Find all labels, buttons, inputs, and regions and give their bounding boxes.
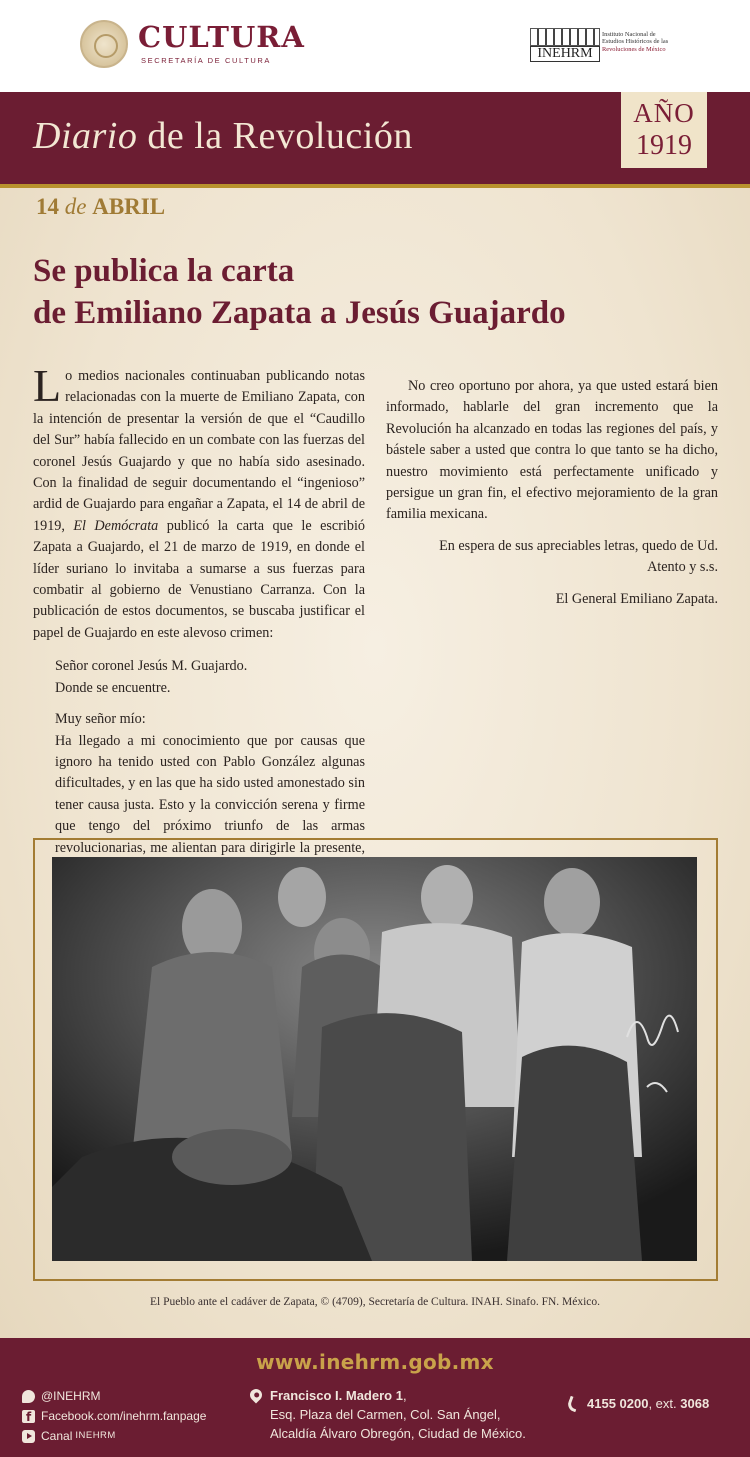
salutation-line-2: Donde se encuentre.	[55, 679, 171, 696]
drop-cap: L	[33, 360, 62, 411]
top-logo-bar	[0, 0, 750, 92]
address-line-2: Esq. Plaza del Carmen, Col. San Ángel,	[270, 1407, 501, 1422]
publication-title-italic: Diario	[33, 115, 138, 157]
phone-ext: 3068	[680, 1396, 710, 1411]
headline-line-1: Se publica la carta	[33, 253, 295, 289]
letter-greeting: Muy señor mío:	[55, 711, 146, 728]
letter-greeting-block	[33, 709, 365, 730]
address-line-1	[270, 1386, 526, 1405]
letter-signature: El General Emiliano Zapata.	[555, 590, 718, 607]
social-links	[22, 1386, 206, 1446]
letter-paragraph-2-text: No creo oportuno por ahora, ya que usted estará bien informado, hablarle del gran incremento que la Revolución ha alcanzado en todas las regiones del país, y bástele saber a usted que contra lo que tanto se ha dicho, nuestro movimiento está perfectamente unificado y persigue un gran fin, el efectivo mejoramiento de la gran familia mexicana.	[386, 378, 718, 523]
facebook-icon	[22, 1410, 35, 1423]
youtube-channel-name: INEHRM	[75, 1430, 116, 1441]
postal-address	[270, 1386, 526, 1443]
address-line-3: Alcaldía Álvaro Obregón, Ciudad de México.	[270, 1426, 526, 1441]
letter-paragraph-1-text: Ha llegado a mi conocimiento que por causas que ignoro ha tenido usted con Pablo González algunas dificultades, y en las que ha sido usted amonestado sin tener causa justa. Esto y la convicción serena y firme que tengo del próximo triunfo de las armas revolucionarias, me alientan para dirigirle la presente,	[55, 732, 365, 856]
address-comma: ,	[402, 1388, 407, 1403]
article-headline	[33, 250, 723, 334]
intro-text: o medios nacionales continuaban publicando notas relacionadas con la muerte de Emiliano Zapata, con la intención de presentar la versión de que el “Caudillo del Sur” había fallecido en un combate con las fuerzas del coronel Jesús Guajardo y que no había sido asesinado. Con la finalidad de seguir documentando el “ingenioso” ardid de Guajardo para engañar a Zapata, el 14 de abril de 1919,	[33, 368, 365, 534]
twitter-handle: @INEHRM	[41, 1389, 101, 1403]
year-number: 1919	[636, 130, 692, 161]
address-street: Francisco I. Madero 1	[270, 1388, 403, 1403]
inehrm-name-line-2: Estudios Históricos de las	[602, 38, 669, 46]
twitter-link[interactable]	[22, 1386, 206, 1406]
historical-photo	[52, 857, 697, 1261]
date-connector: de	[59, 194, 93, 219]
inehrm-name-line-1: Instituto Nacional de	[602, 31, 656, 38]
phone-ext-label: , ext.	[648, 1396, 681, 1411]
phone-main: 4155 0200	[587, 1396, 649, 1411]
letter-salutation	[33, 656, 365, 699]
inehrm-full-name	[602, 31, 712, 53]
article-intro	[33, 360, 365, 644]
year-badge	[621, 92, 707, 168]
inehrm-acronym: INEHRM	[530, 46, 600, 62]
article-column-right	[386, 366, 718, 610]
phone-number[interactable]	[587, 1396, 709, 1411]
letter-paragraph-2	[386, 376, 718, 526]
headline-line-2: de Emiliano Zapata a Jesús Guajardo	[33, 295, 566, 331]
year-label: AÑO	[633, 98, 695, 128]
photo-illustration	[52, 857, 697, 1261]
cultura-logo-subtitle: SECRETARÍA DE CULTURA	[141, 56, 272, 65]
youtube-icon	[22, 1430, 35, 1443]
publication-title-rest: de la Revolución	[137, 115, 413, 157]
newspaper-name: El Demócrata	[73, 517, 159, 534]
inehrm-logo	[530, 28, 600, 64]
facebook-link[interactable]	[22, 1406, 206, 1426]
photo-caption: El Pueblo ante el cadáver de Zapata, © (4709), Secretaría de Cultura. INAH. Sinafo. FN. México.	[149, 1296, 601, 1308]
letter-closing-2: Atento y s.s.	[647, 559, 718, 576]
publication-title	[33, 114, 413, 158]
website-link[interactable]: www.inehrm.gob.mx	[256, 1350, 494, 1374]
inehrm-name-line-3: Revoluciones de México	[602, 45, 666, 53]
facebook-handle: Facebook.com/inehrm.fanpage	[41, 1409, 207, 1423]
article-date	[36, 194, 165, 220]
date-month: ABRIL	[92, 194, 166, 219]
building-icon	[530, 28, 600, 46]
twitter-icon	[22, 1390, 35, 1403]
youtube-link[interactable]	[22, 1426, 206, 1446]
mexico-seal-icon	[80, 20, 128, 68]
salutation-line-1: Señor coronel Jesús M. Guajardo.	[55, 658, 248, 675]
intro-text-end: publicó la carta que le escribió Zapata a Guajardo, el 21 de marzo de 1919, en donde el líder suriano lo invitaba a sumarse a sus fuerzas para combatir al gobierno de Venustiano Carranza. Con la publicación de estos documentos, se buscaba justificar el papel de Guajardo en este alevoso crimen:	[33, 517, 365, 641]
date-day: 14	[36, 194, 59, 219]
letter-closing-1: En espera de sus apreciables letras, quedo de Ud.	[439, 537, 718, 554]
cultura-logo-title: CULTURA	[138, 20, 305, 54]
youtube-prefix: Canal	[41, 1429, 73, 1443]
